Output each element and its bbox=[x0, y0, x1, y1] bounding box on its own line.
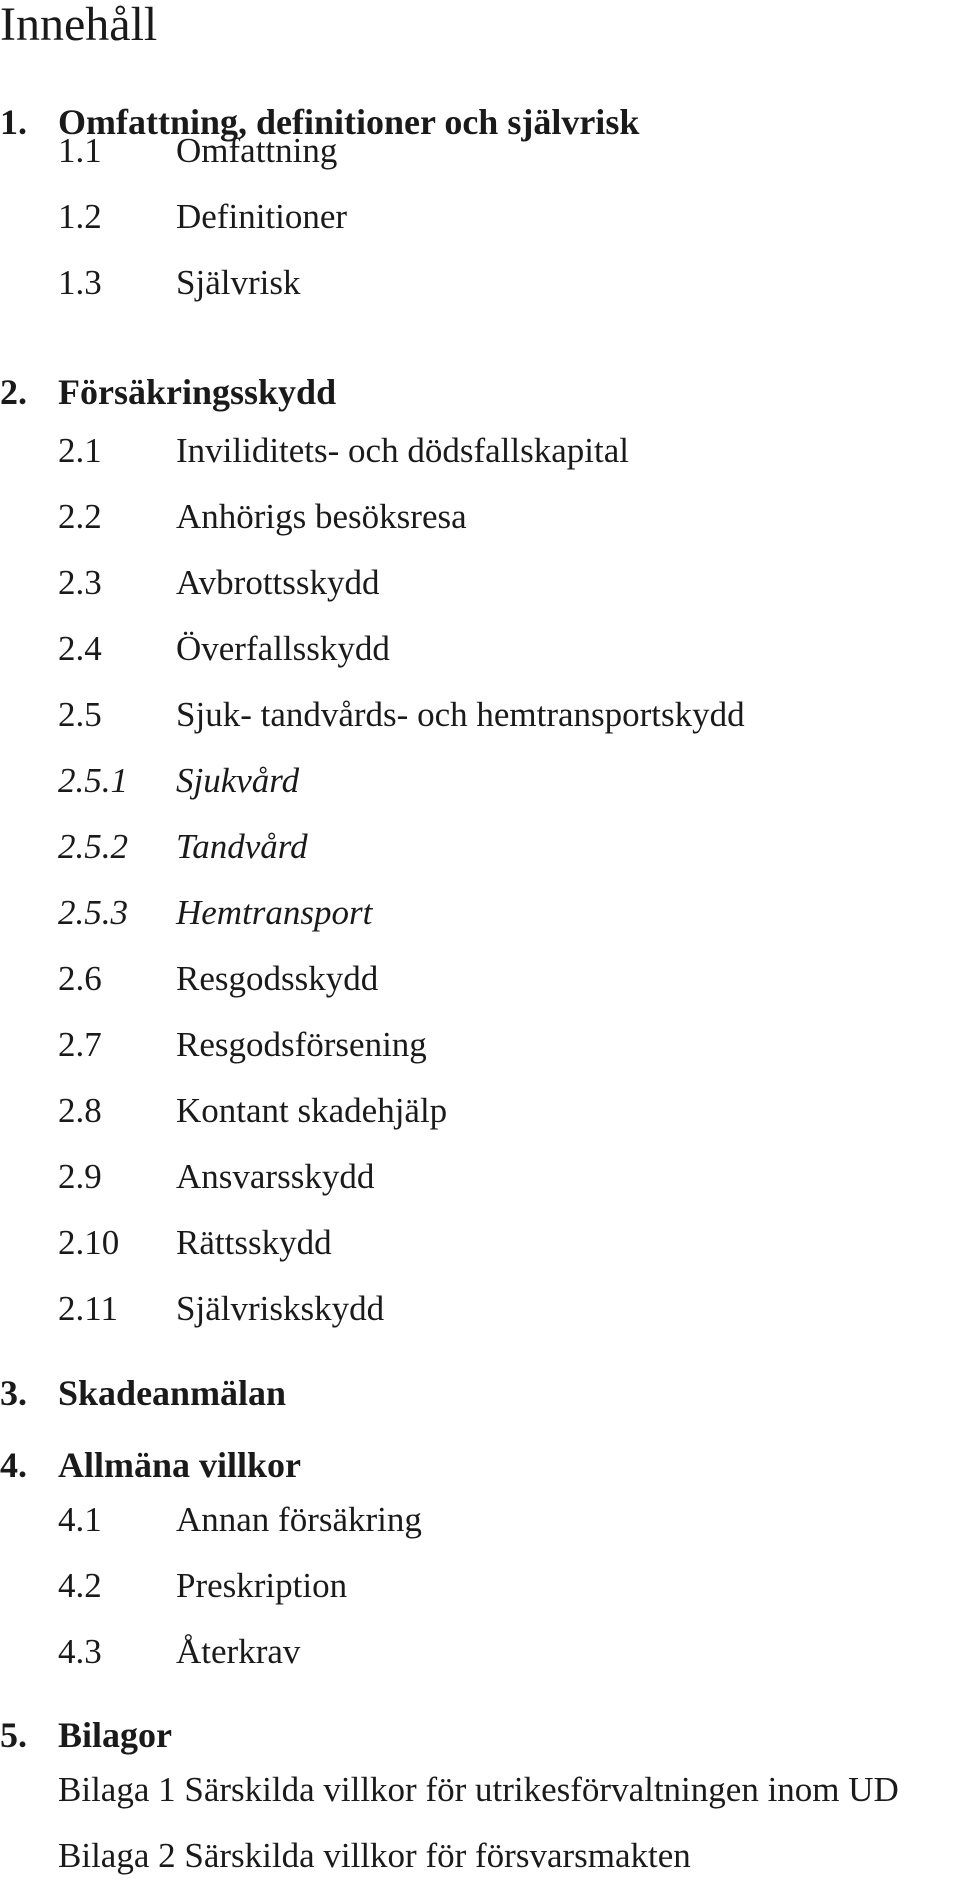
appendix-label: Bilaga 2 Särskilda villkor för försvarsmakten bbox=[58, 1836, 691, 1875]
item-label: Självrisk bbox=[176, 263, 301, 302]
section-title: Omfattning, definitioner och självrisk bbox=[58, 102, 640, 142]
item-number: 2.10 bbox=[58, 1223, 120, 1262]
item-label: Hemtransport bbox=[176, 893, 373, 932]
item-number: 2.5.2 bbox=[58, 827, 128, 866]
toc-item-2-2[interactable] bbox=[58, 497, 467, 537]
toc-item-4-1[interactable] bbox=[58, 1500, 422, 1540]
section-number: 3. bbox=[0, 1373, 27, 1413]
toc-item-2-5-2[interactable] bbox=[58, 827, 308, 867]
toc-item-4-2[interactable] bbox=[58, 1566, 347, 1606]
item-number: 2.1 bbox=[58, 431, 102, 470]
section-number: 5. bbox=[0, 1715, 27, 1755]
toc-section-2[interactable] bbox=[0, 372, 336, 412]
item-number: 2.11 bbox=[58, 1289, 118, 1328]
toc-section-4[interactable] bbox=[0, 1445, 301, 1485]
item-number: 2.3 bbox=[58, 563, 102, 602]
toc-item-2-10[interactable] bbox=[58, 1223, 332, 1263]
toc-item-2-8[interactable] bbox=[58, 1091, 447, 1131]
item-label: Tandvård bbox=[176, 827, 308, 866]
toc-item-1-2[interactable] bbox=[58, 197, 347, 237]
toc-section-5[interactable] bbox=[0, 1715, 172, 1755]
item-label: Självriskskydd bbox=[176, 1289, 385, 1328]
section-title: Bilagor bbox=[58, 1715, 172, 1755]
item-label: Sjuk- tandvårds- och hemtransportskydd bbox=[176, 695, 745, 734]
toc-item-2-11[interactable] bbox=[58, 1289, 384, 1329]
item-label: Resgodsskydd bbox=[176, 959, 379, 998]
item-label: Kontant skadehjälp bbox=[176, 1091, 448, 1130]
item-number: 4.3 bbox=[58, 1632, 102, 1671]
toc-title: Innehåll bbox=[0, 0, 158, 51]
item-number: 2.9 bbox=[58, 1157, 102, 1196]
item-label: Anhörigs besöksresa bbox=[176, 497, 467, 536]
item-label: Definitioner bbox=[176, 197, 348, 236]
item-number: 2.8 bbox=[58, 1091, 102, 1130]
item-number: 2.6 bbox=[58, 959, 102, 998]
item-label: Omfattning bbox=[176, 131, 338, 170]
toc-item-4-3[interactable] bbox=[58, 1632, 300, 1672]
section-number: 1. bbox=[0, 102, 27, 142]
section-title: Försäkringsskydd bbox=[58, 372, 337, 412]
section-title: Skadeanmälan bbox=[58, 1373, 287, 1413]
toc-item-2-5-3[interactable] bbox=[58, 893, 372, 933]
item-label: Resgodsförsening bbox=[176, 1025, 427, 1064]
appendix-label: Bilaga 1 Särskilda villkor för utrikesförvaltningen inom UD bbox=[58, 1770, 899, 1809]
item-number: 2.2 bbox=[58, 497, 102, 536]
item-label: Sjukvård bbox=[176, 761, 300, 800]
toc-appendix-1[interactable] bbox=[58, 1770, 899, 1810]
item-number: 1.1 bbox=[58, 131, 102, 170]
item-number: 4.1 bbox=[58, 1500, 102, 1539]
toc-item-1-3[interactable] bbox=[58, 263, 300, 303]
toc-appendix-2[interactable] bbox=[58, 1836, 691, 1876]
toc-item-2-6[interactable] bbox=[58, 959, 378, 999]
toc-item-2-9[interactable] bbox=[58, 1157, 374, 1197]
item-label: Inviliditets- och dödsfallskapital bbox=[176, 431, 629, 470]
toc-item-2-1[interactable] bbox=[58, 431, 629, 471]
toc-item-1-1[interactable] bbox=[58, 131, 337, 171]
item-number: 2.5 bbox=[58, 695, 102, 734]
item-number: 2.5.1 bbox=[58, 761, 128, 800]
item-label: Rättsskydd bbox=[176, 1223, 332, 1262]
item-number: 2.5.3 bbox=[58, 893, 128, 932]
toc-item-2-3[interactable] bbox=[58, 563, 380, 603]
item-number: 4.2 bbox=[58, 1566, 102, 1605]
item-number: 1.3 bbox=[58, 263, 102, 302]
item-label: Annan försäkring bbox=[176, 1500, 422, 1539]
toc-item-2-5[interactable] bbox=[58, 695, 745, 735]
item-number: 2.4 bbox=[58, 629, 102, 668]
section-number: 2. bbox=[0, 372, 27, 412]
item-label: Återkrav bbox=[176, 1632, 301, 1671]
toc-section-3[interactable] bbox=[0, 1373, 286, 1413]
toc-item-2-4[interactable] bbox=[58, 629, 390, 669]
item-number: 1.2 bbox=[58, 197, 102, 236]
section-number: 4. bbox=[0, 1445, 27, 1485]
toc-item-2-5-1[interactable] bbox=[58, 761, 299, 801]
section-title: Allmäna villkor bbox=[58, 1445, 302, 1485]
item-number: 2.7 bbox=[58, 1025, 102, 1064]
item-label: Preskription bbox=[176, 1566, 348, 1605]
item-label: Överfallsskydd bbox=[176, 629, 390, 668]
item-label: Ansvarsskydd bbox=[176, 1157, 375, 1196]
item-label: Avbrottsskydd bbox=[176, 563, 380, 602]
toc-item-2-7[interactable] bbox=[58, 1025, 427, 1065]
